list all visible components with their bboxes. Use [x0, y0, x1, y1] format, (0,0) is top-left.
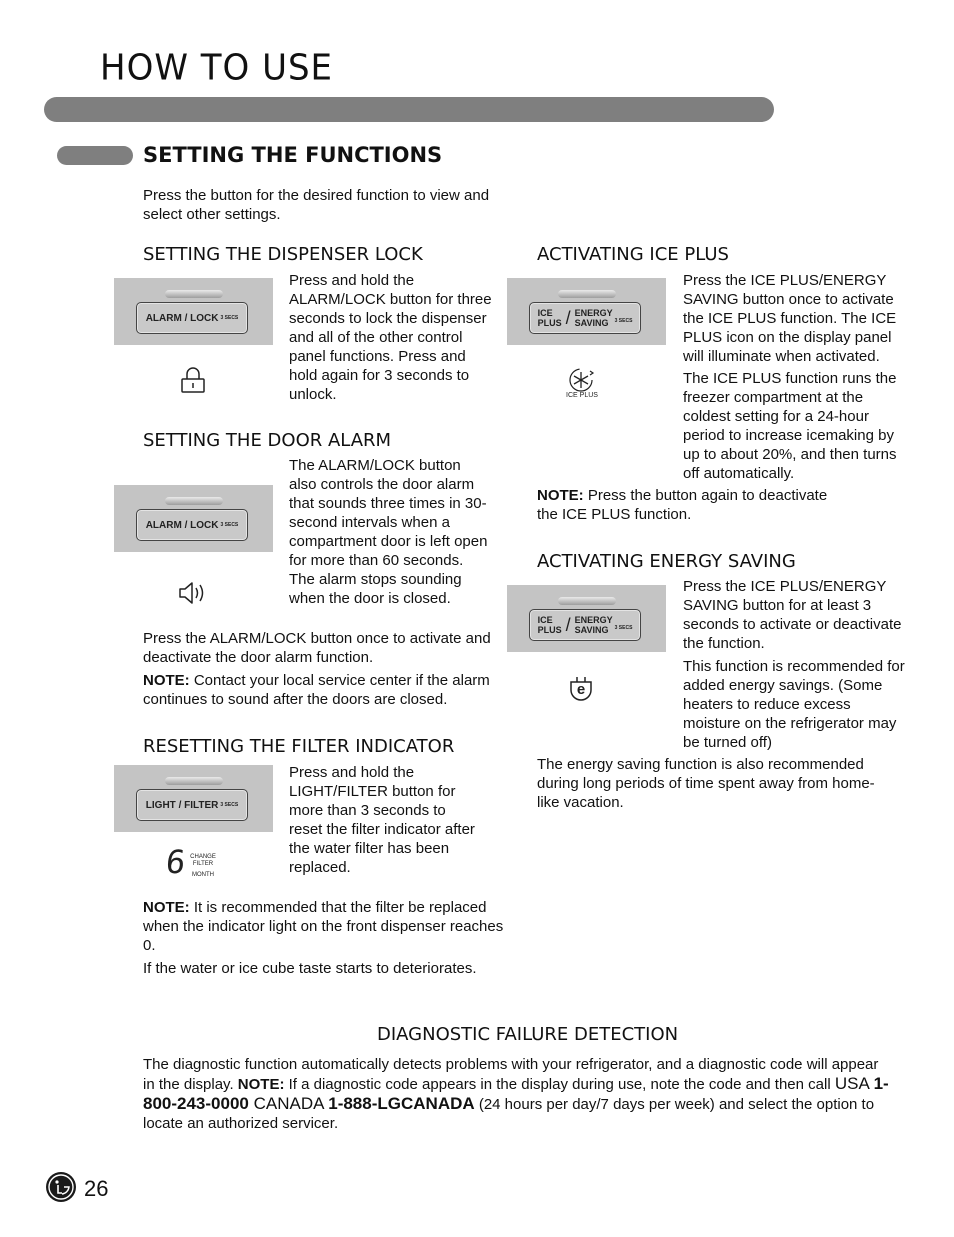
diagnostic-heading: DIAGNOSTIC FAILURE DETECTION	[377, 1024, 679, 1045]
usa-phone: 1-800-243-0000	[143, 1074, 889, 1113]
ice-plus-text: Press the ICE PLUS/ENERGY SAVING button once to activate the ICE PLUS function. The ICE PLUS icon on the display panel will illuminate when activated.	[683, 272, 897, 365]
section-heading: SETTING THE FUNCTIONS	[143, 143, 443, 167]
filter-heading: RESETTING THE FILTER INDICATOR	[143, 736, 455, 757]
page-title: HOW TO USE	[100, 47, 334, 89]
filter-display	[164, 843, 226, 882]
section-pill	[57, 146, 133, 165]
dispenser-lock-text: Press and hold the ALARM/LOCK button for three seconds to lock the dispenser and all of the other control panel functions. Press and hold again for 3 seconds to unlock.	[289, 272, 492, 403]
change-label: CHANGE	[190, 854, 216, 860]
ice-plus-energy-saving-button: ICE PLUS / ENERGY SAVING 3 SECS	[529, 609, 641, 641]
title-bar	[44, 97, 774, 122]
diagnostic-text: The diagnostic function automatically detects problems with your refrigerator, and a diagnostic code will appear in the display. NOTE: If a diagnostic code appears in the display during use, note the code and then call USA 1-800-243-0000 CANADA 1-888-LGCANADA (24 hours per day/7 days per week) and select the option to locate an authorized servicer.	[143, 1056, 889, 1132]
ice-plus-icon-label: ICE PLUS	[566, 392, 598, 399]
energy-saving-text3: The energy saving function is also recommended during long periods of time spent away from home-like vacation.	[537, 756, 875, 811]
door-alarm-text2: Press the ALARM/LOCK button once to activate and deactivate the door alarm function.	[143, 630, 491, 666]
energy-saving-panel	[507, 585, 666, 652]
ice-plus-panel	[507, 278, 666, 345]
indicator-light	[165, 290, 223, 298]
snowflake-icon	[568, 367, 596, 393]
ice-plus-energy-saving-button: ICE PLUS / ENERGY SAVING 3 SECS	[529, 302, 641, 334]
lock-icon	[180, 366, 206, 394]
speaker-icon	[178, 579, 208, 607]
filter-digit: 6	[164, 843, 188, 881]
dispenser-lock-heading: SETTING THE DISPENSER LOCK	[143, 244, 423, 265]
light-filter-button: LIGHT / FILTER 3 SECS	[136, 789, 248, 821]
indicator-light	[558, 597, 616, 605]
door-alarm-panel	[114, 485, 273, 552]
filter-note: NOTE: It is recommended that the filter be replaced when the indicator light on the front dispenser reaches 0.	[143, 899, 504, 954]
month-label: MONTH	[192, 872, 214, 878]
dispenser-lock-panel	[114, 278, 273, 345]
energy-saving-text2: This function is recommended for added energy savings. (Some heaters to reduce excess moisture on the refrigerator may be turned off)	[683, 658, 905, 751]
filter-text2: If the water or ice cube taste starts to deteriorates.	[143, 960, 477, 977]
ice-plus-heading: ACTIVATING ICE PLUS	[537, 244, 729, 265]
filter-label: FILTER	[192, 861, 214, 867]
energy-icon-letter: e	[576, 681, 586, 698]
ice-plus-text2: The ICE PLUS function runs the freezer compartment at the coldest setting for a 24-hour period to increase icemaking by up to about 20%, and then turns off automatically.	[683, 370, 897, 482]
door-alarm-note: NOTE: Contact your local service center if the alarm continues to sound after the doors are closed.	[143, 672, 490, 708]
indicator-light	[558, 290, 616, 298]
filter-text: Press and hold the LIGHT/FILTER button for more than 3 seconds to reset the filter indicator after the water filter has been replaced.	[289, 764, 475, 876]
ice-plus-note: NOTE: Press the button again to deactivate the ICE PLUS function.	[537, 487, 828, 523]
energy-plug-icon	[568, 676, 594, 704]
filter-panel	[114, 765, 273, 832]
lg-logo	[46, 1172, 76, 1202]
door-alarm-text: The ALARM/LOCK button also controls the door alarm that sounds three times in 30-second intervals when a compartment door is left open for more than 60 seconds. The alarm stops sounding when the door is closed.	[289, 457, 488, 607]
canada-phone: 1-888-LGCANADA	[328, 1094, 475, 1113]
energy-saving-text: Press the ICE PLUS/ENERGY SAVING button for at least 3 seconds to activate or deactivate the function.	[683, 578, 902, 652]
door-alarm-heading: SETTING THE DOOR ALARM	[143, 430, 392, 451]
intro-text: Press the button for the desired function to view and select other settings.	[143, 187, 490, 223]
indicator-light	[165, 497, 223, 505]
page-number: 26	[84, 1176, 109, 1201]
alarm-lock-button: ALARM / LOCK 3 SECS	[136, 302, 248, 334]
indicator-light	[165, 777, 223, 785]
alarm-lock-button: ALARM / LOCK 3 SECS	[136, 509, 248, 541]
energy-saving-heading: ACTIVATING ENERGY SAVING	[537, 551, 796, 572]
